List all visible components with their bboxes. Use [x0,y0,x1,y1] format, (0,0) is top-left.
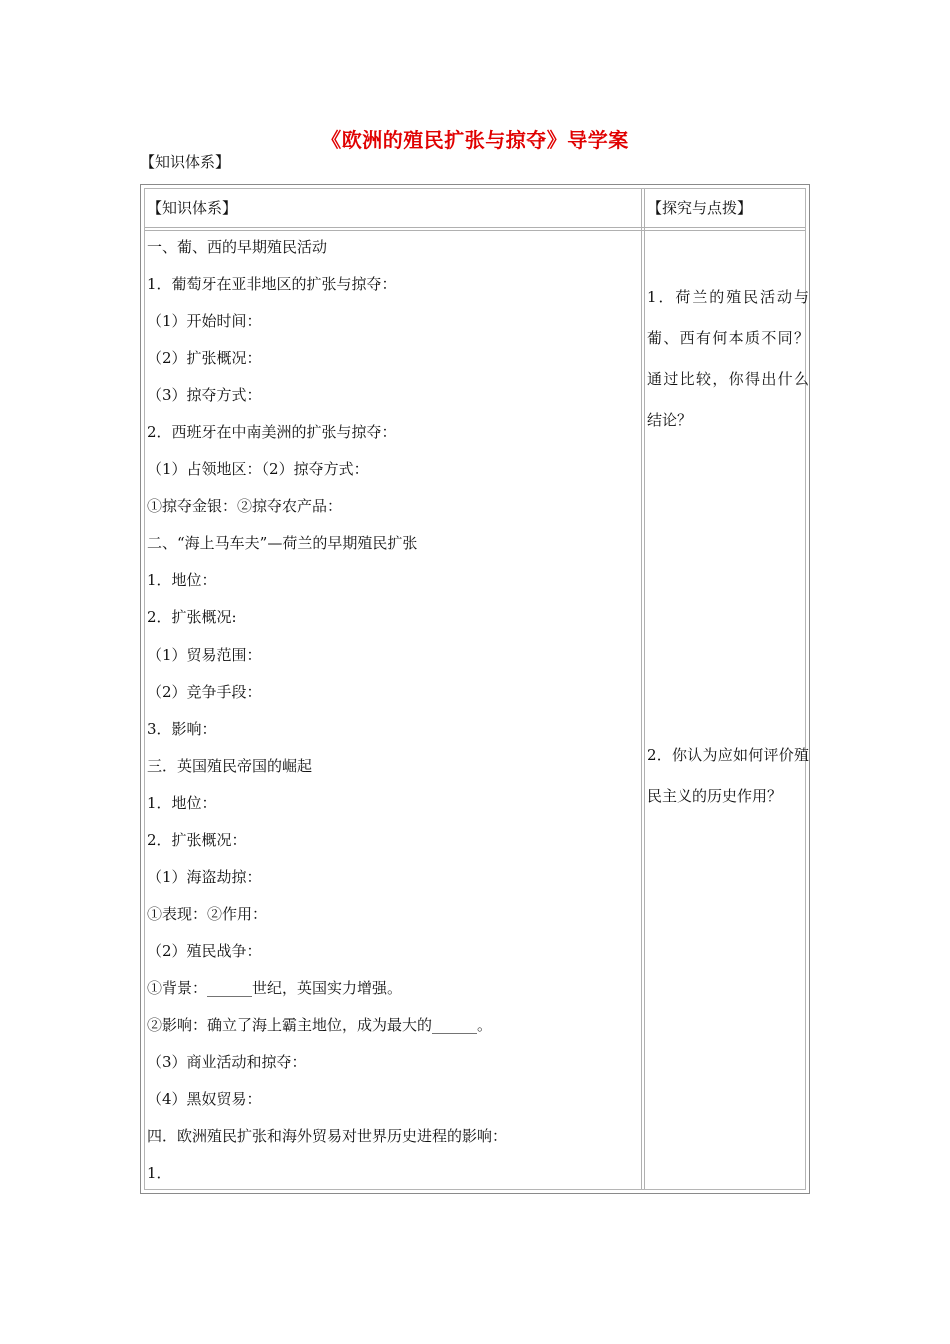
knowledge-system-header: 【知识体系】 [147,199,238,217]
outline-line: 二、“海上马车夫”—荷兰的早期殖民扩张 [147,534,418,553]
outline-line: （3）商业活动和掠夺： [147,1053,307,1072]
outline-line: 2．扩张概况: [147,608,237,627]
outline-line: 1． [147,1164,172,1183]
outline-line: （1）开始时间： [147,312,262,331]
outline-line: （1）贸易范围： [147,645,262,664]
outline-line: （2）扩张概况： [147,349,262,368]
explore-guide-header: 【探究与点拨】 [647,199,753,217]
outline-line: ②影响：确立了海上霸主地位，成为最大的______。 [147,1015,493,1034]
column-divider-inner [644,189,645,1189]
knowledge-outline [147,237,637,1200]
outline-line: （2）竞争手段： [147,682,262,701]
outline-line: 1．地位： [147,571,217,590]
outline-line: 3．影响： [147,719,217,738]
header-divider-inner [145,230,805,231]
outline-line: （1）占领地区：（2）掠夺方式： [147,460,369,479]
outline-line: （1）海盗劫掠： [147,867,262,886]
outline-line: （4）黑奴贸易： [147,1090,262,1109]
outline-line: ①背景：______世纪，英国实力增强。 [147,978,403,997]
header-divider [145,227,805,228]
outline-line: 1．地位： [147,793,217,812]
study-guide-table [140,184,810,1194]
outline-line: 1．葡萄牙在亚非地区的扩张与掠夺： [147,275,397,294]
outline-line: ①掠夺金银：②掠夺农产品： [147,497,343,516]
question-1: 1．荷兰的殖民活动与葡、西有何本质不同？通过比较，你得出什么结论？ [647,288,809,429]
outline-line: 2．扩张概况： [147,830,247,849]
section-label: 【知识体系】 [140,153,231,171]
outline-line: 一、葡、西的早期殖民活动 [147,238,328,256]
outline-line: （3）掠夺方式： [147,386,262,405]
question-2: 2．你认为应如何评价殖民主义的历史作用？ [647,746,809,805]
outline-line: 三．英国殖民帝国的崛起 [147,756,313,775]
outline-line: 四．欧洲殖民扩张和海外贸易对世界历史进程的影响： [147,1127,508,1146]
table-inner-frame [144,188,809,1190]
column-divider [641,189,642,1189]
page-title: 《欧洲的殖民扩张与掠夺》导学案 [321,128,629,152]
outline-line: 2．西班牙在中南美洲的扩张与掠夺： [147,423,397,442]
outline-line: ①表现：②作用： [147,904,268,923]
outline-line: （2）殖民战争： [147,941,262,960]
